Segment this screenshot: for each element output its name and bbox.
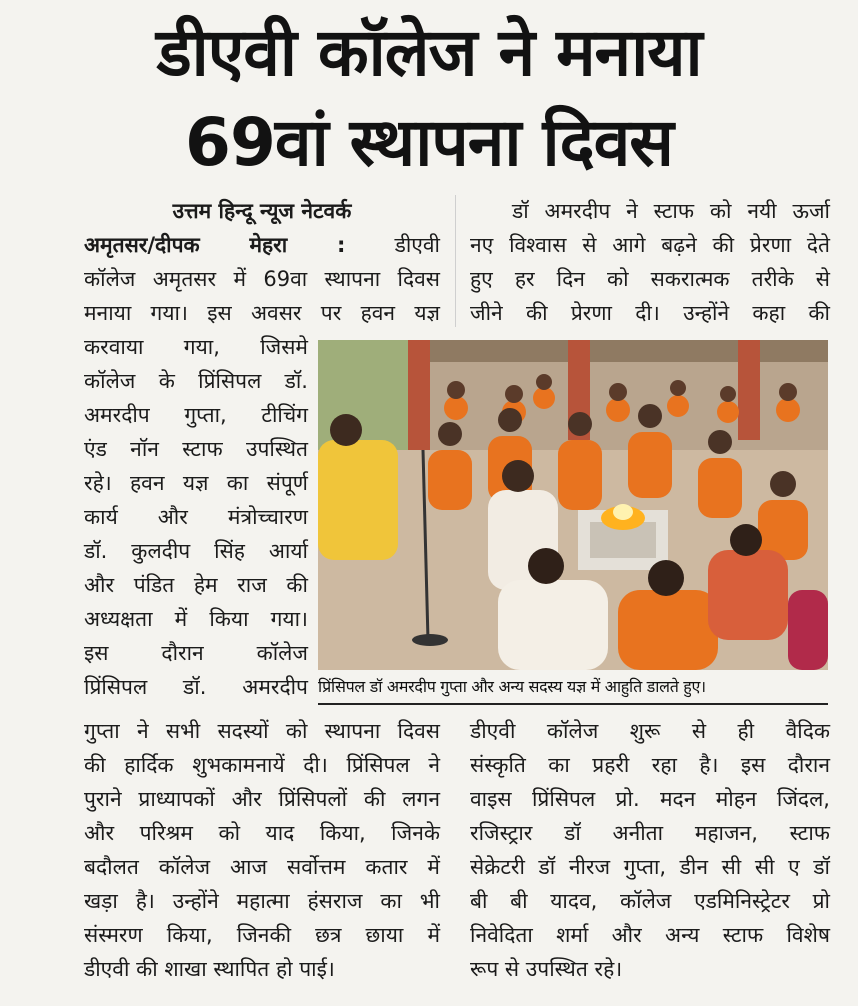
article-line: कार्य और मंत्रोच्चारण bbox=[84, 505, 308, 529]
article-line: पुराने प्राध्यापकों और प्रिंसिपलों की लगन bbox=[84, 787, 440, 811]
article-line: अमरदीप गुप्ता, टीचिंग bbox=[84, 403, 308, 427]
article-line: हुए हर दिन को सकरात्मक तरीके से bbox=[470, 267, 830, 291]
photo-caption: प्रिंसिपल डॉ अमरदीप गुप्ता और अन्य सदस्य यज्ञ में आहुति डालते हुए। bbox=[318, 677, 706, 696]
article-line: वाइस प्रिंसिपल प्रो. मदन मोहन जिंदल, bbox=[470, 787, 830, 811]
article-left-bottom bbox=[84, 714, 440, 986]
article-line: नए विश्वास से आगे बढ़ने की प्रेरणा देते bbox=[470, 233, 830, 257]
article-line: और परिश्रम को याद किया, जिनके bbox=[84, 821, 440, 845]
article-line: रहे। हवन यज्ञ का संपूर्ण bbox=[84, 471, 308, 495]
article-line: अध्यक्षता में किया गया। bbox=[84, 607, 308, 631]
article-left-top bbox=[84, 194, 440, 330]
headline-line-1: डीएवी कॉलेज ने मनाया bbox=[156, 14, 702, 91]
article-line: डीएवी कॉलेज शुरू से ही वैदिक bbox=[470, 719, 830, 743]
article-line: डॉ. कुलदीप सिंह आर्या bbox=[84, 539, 308, 563]
column-divider bbox=[455, 195, 456, 327]
article-line: इस दौरान कॉलेज bbox=[84, 641, 308, 665]
article-line: संस्मरण किया, जिनकी छत्र छाया में bbox=[84, 923, 440, 947]
article-line: रजिस्ट्रार डॉ अनीता महाजन, स्टाफ bbox=[470, 821, 830, 845]
article-line: डीएवी की शाखा स्थापित हो पाई। bbox=[84, 957, 335, 981]
article-line: प्रिंसिपल डॉ. अमरदीप bbox=[84, 675, 308, 699]
article-line: खड़ा है। उन्होंने महात्मा हंसराज का भी bbox=[84, 889, 440, 913]
article-line: निवेदिता शर्मा और अन्य स्टाफ विशेष bbox=[470, 923, 830, 947]
article-line: बी बी यादव, कॉलेज एडमिनिस्ट्रेटर प्रो bbox=[470, 889, 830, 913]
headline-line-2: 69वां स्थापना दिवस bbox=[185, 104, 673, 181]
article-line: करवाया गया, जिसमे bbox=[84, 335, 308, 359]
article-line: गुप्ता ने सभी सदस्यों को स्थापना दिवस bbox=[84, 719, 440, 743]
byline-network: उत्तम हिन्दू न्यूज नेटवर्क bbox=[172, 199, 352, 223]
article-line: सेक्रेटरी डॉ नीरज गुप्ता, डीन सी सी ए डॉ bbox=[470, 855, 830, 879]
article-line: मनाया गया। इस अवसर पर हवन यज्ञ bbox=[84, 301, 440, 325]
article-line: डॉ अमरदीप ने स्टाफ को नयी ऊर्जा bbox=[512, 199, 830, 223]
article-line: रूप से उपस्थित रहे। bbox=[470, 957, 623, 981]
caption-rule bbox=[318, 703, 828, 705]
article-left-narrow bbox=[84, 330, 308, 704]
havan-photo bbox=[318, 340, 828, 670]
article-line: कॉलेज के प्रिंसिपल डॉ. bbox=[84, 369, 308, 393]
article-line bbox=[84, 228, 440, 262]
article-line: एंड नॉन स्टाफ उपस्थित bbox=[84, 437, 308, 461]
article-right-top bbox=[470, 194, 830, 330]
article-line: बदौलत कॉलेज आज सर्वोत्तम कतार में bbox=[84, 855, 440, 879]
article-line: संस्कृति का प्रहरी रहा है। इस दौरान bbox=[470, 753, 830, 777]
article-line: कॉलेज अमृतसर में 69वा स्थापना दिवस bbox=[84, 267, 440, 291]
article-line: की हार्दिक शुभकामनायें दी। प्रिंसिपल ने bbox=[84, 753, 440, 777]
article-text: डीएवी bbox=[394, 233, 440, 257]
article-line: और पंडित हेम राज की bbox=[84, 573, 308, 597]
dateline: अमृतसर/दीपक मेहरा : bbox=[84, 233, 346, 257]
article-right-bottom bbox=[470, 714, 830, 986]
article-line: जीने की प्रेरणा दी। उन्होंने कहा की bbox=[470, 301, 830, 325]
